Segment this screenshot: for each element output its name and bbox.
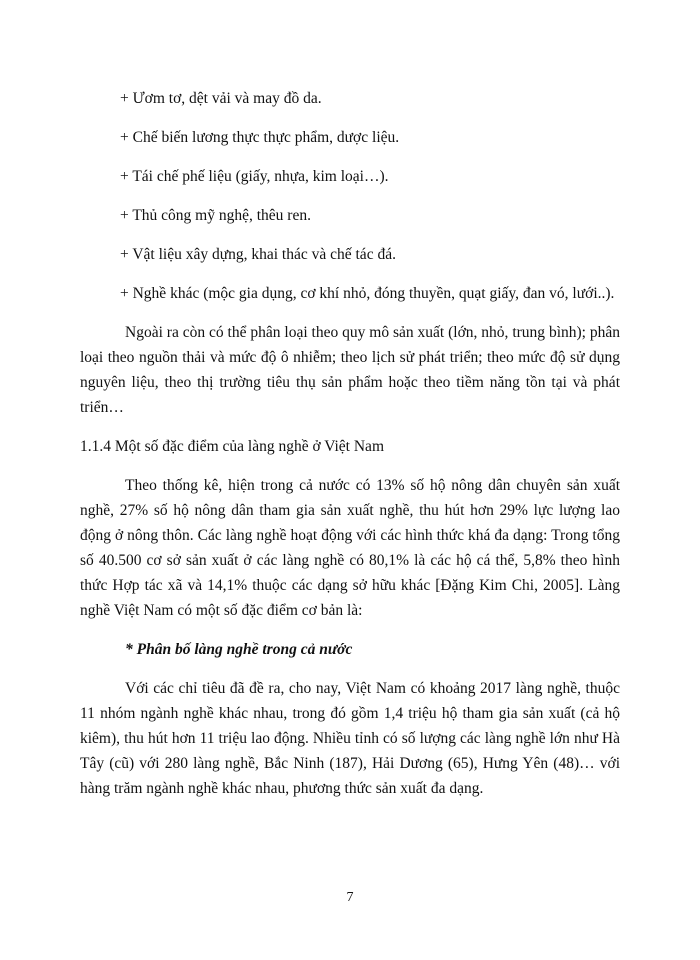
bullet-item: + Thủ công mỹ nghệ, thêu ren. <box>120 207 311 224</box>
page-content <box>80 86 620 815</box>
paragraph-classification: Ngoài ra còn có thể phân loại theo quy mô sản xuất (lớn, nhỏ, trung bình); phân loại theo nguồn thải và mức độ ô nhiễm; theo lịch sử phát triển; theo mức độ sử dụng nguyên liệu, theo thị trường tiêu thụ sản phẩm hoặc theo tiềm năng tồn tại và phát triển… <box>80 324 620 416</box>
bullet-item: + Nghề khác (mộc gia dụng, cơ khí nhỏ, đóng thuyền, quạt giấy, đan vó, lưới..). <box>120 285 615 302</box>
paragraph-distribution: Với các chỉ tiêu đã đề ra, cho nay, Việt Nam có khoảng 2017 làng nghề, thuộc 11 nhóm ngành nghề khác nhau, trong đó gồm 1,4 triệu hộ tham gia sản xuất (cả hộ kiêm), thu hút hơn 11 triệu lao động. Nhiều tỉnh có số lượng các làng nghề lớn như Hà Tây (cũ) với 280 làng nghề, Bắc Ninh (187), Hải Dương (65), Hưng Yên (48)… với hàng trăm ngành nghề khác nhau, phương thức sản xuất đa dạng. <box>80 680 620 797</box>
section-heading: 1.1.4 Một số đặc điểm của làng nghề ở Việt Nam <box>80 438 384 455</box>
page-number: 7 <box>346 890 354 905</box>
paragraph-statistics: Theo thống kê, hiện trong cả nước có 13% số hộ nông dân chuyên sản xuất nghề, 27% số hộ nông dân tham gia sản xuất nghề, thu hút hơn 29% lực lượng lao động ở nông thôn. Các làng nghề hoạt động với các hình thức khá đa dạng: Trong tổng số 40.500 cơ sở sản xuất ở các làng nghề có 80,1% là các hộ cá thể, 5,8% theo hình thức Hợp tác xã và 14,1% thuộc các dạng sở hữu khác [Đặng Kim Chi, 2005]. Làng nghề Việt Nam có một số đặc điểm cơ bản là: <box>80 477 620 619</box>
bullet-item: + Chế biến lương thực thực phẩm, dược liệu. <box>120 129 400 146</box>
bullet-item: + Vật liệu xây dựng, khai thác và chế tác đá. <box>120 246 396 263</box>
bullet-item: + Ươm tơ, dệt vải và may đồ da. <box>120 90 322 107</box>
bullet-item: + Tái chế phế liệu (giấy, nhựa, kim loại…). <box>120 168 389 185</box>
subheading-distribution: * Phân bố làng nghề trong cả nước <box>125 641 353 658</box>
